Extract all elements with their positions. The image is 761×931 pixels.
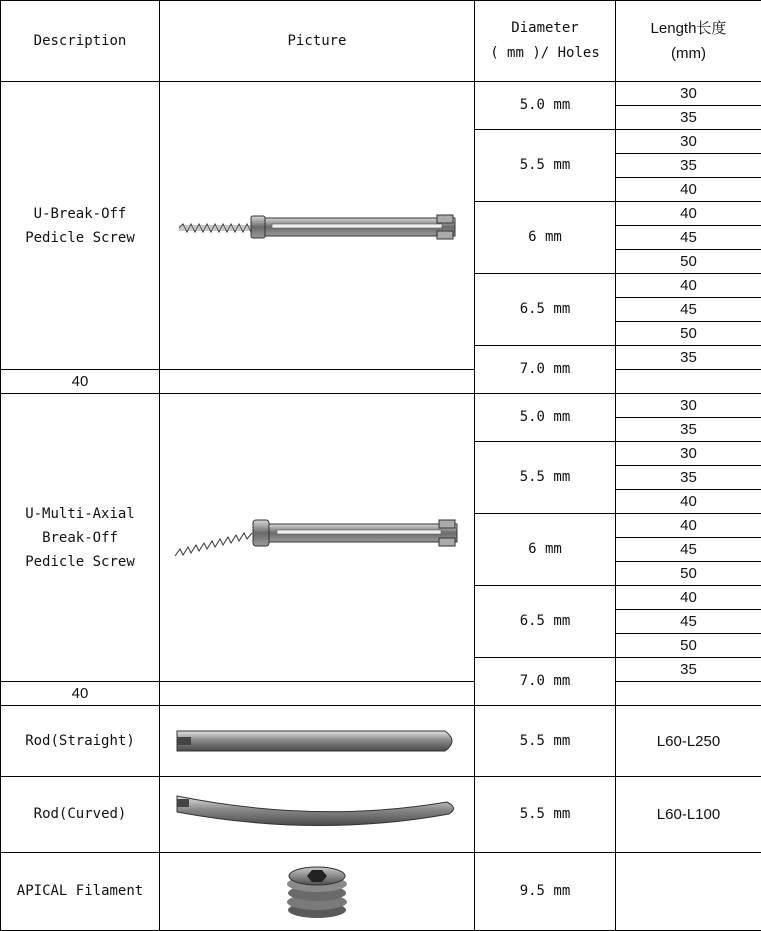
diameter-cell: 6.5 mm [475,586,616,658]
table-row [1,706,761,777]
product-picture [160,394,475,682]
diameter-cell: 6 mm [475,202,616,274]
length-cell: 30 [616,82,761,106]
length-cell: 35 [616,106,761,130]
length-cell: 30 [616,442,761,466]
header-row [1,1,761,82]
length-cell: 45 [616,610,761,634]
table-row [1,853,761,931]
length-cell: L60-L250 [616,706,761,777]
length-cell: 35 [616,346,761,370]
diameter-cell: 5.5 mm [475,706,616,777]
length-cell: 45 [616,226,761,250]
header-length-line2: (mm) [671,45,706,62]
table-row [1,370,761,394]
length-cell: 40 [616,178,761,202]
length-cell: 50 [616,634,761,658]
diameter-cell: 9.5 mm [475,853,616,931]
diameter-cell: 5.5 mm [475,777,616,853]
header-picture: Picture [160,1,475,82]
length-cell: 30 [616,130,761,154]
header-diameter-line2: ( mm )/ Holes [490,45,600,61]
header-diameter [475,1,616,82]
header-length-line1: Length长度 [650,20,727,37]
length-cell: 40 [1,370,160,394]
length-cell: 40 [616,514,761,538]
header-diameter-line1: Diameter [511,20,579,36]
diameter-cell: 5.0 mm [475,394,616,442]
length-cell: 50 [616,562,761,586]
length-cell: 50 [616,250,761,274]
product-picture [160,706,475,777]
diameter-cell: 5.0 mm [475,82,616,130]
diameter-cell: 6.5 mm [475,274,616,346]
header-description: Description [1,1,160,82]
diameter-cell: 5.5 mm [475,130,616,202]
product-picture [160,82,475,370]
table-row [1,777,761,853]
diameter-cell: 5.5 mm [475,442,616,514]
length-cell: 40 [1,682,160,706]
diameter-cell: 6 mm [475,514,616,586]
length-cell: L60-L100 [616,777,761,853]
straight-rod-image [167,723,467,759]
length-cell: 45 [616,538,761,562]
table-row [1,82,761,106]
length-cell: 45 [616,298,761,322]
product-description: APICAL Filament [1,853,160,931]
set-screw-image [282,862,352,922]
product-description: U-Multi-Axial Break-Off Pedicle Screw [1,394,160,682]
length-cell [616,853,761,931]
length-cell: 40 [616,202,761,226]
curved-rod-image [167,790,467,840]
length-cell: 40 [616,490,761,514]
table-row [1,682,761,706]
table-row [1,394,761,418]
product-description: Rod(Straight) [1,706,160,777]
diameter-cell: 7.0 mm [475,658,616,706]
product-picture [160,853,475,931]
length-cell: 35 [616,658,761,682]
length-cell: 35 [616,154,761,178]
length-cell: 40 [616,586,761,610]
product-description: U-Break-Off Pedicle Screw [1,82,160,370]
break-off-pedicle-screw-image [167,206,467,246]
product-description: Rod(Curved) [1,777,160,853]
product-picture [160,777,475,853]
length-cell: 35 [616,418,761,442]
diameter-cell: 7.0 mm [475,346,616,394]
length-cell: 50 [616,322,761,346]
header-length [616,1,761,82]
multi-axial-screw-image [167,508,467,568]
length-cell: 30 [616,394,761,418]
length-cell: 35 [616,466,761,490]
length-cell: 40 [616,274,761,298]
